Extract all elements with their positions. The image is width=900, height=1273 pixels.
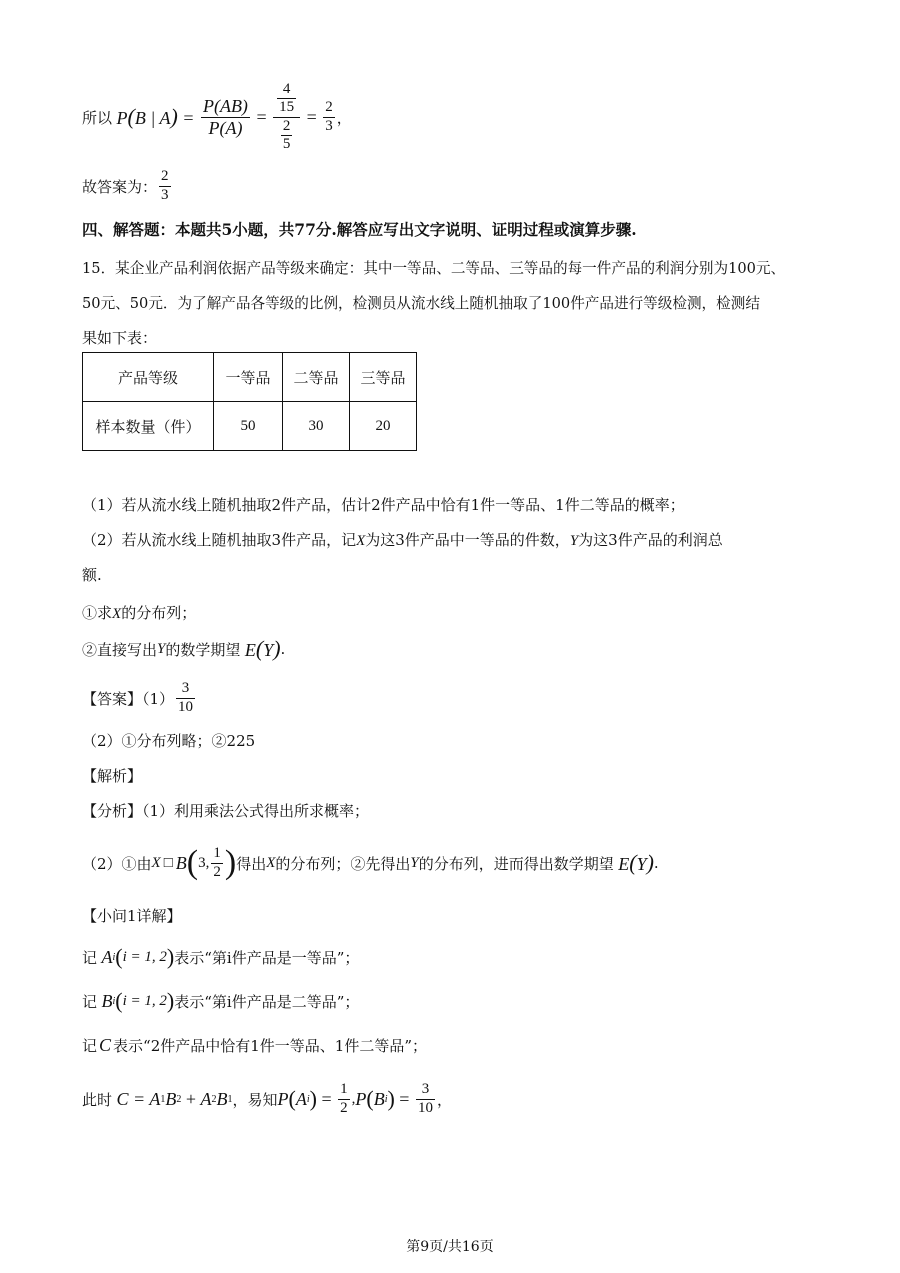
prefix-text: 所以: [82, 108, 113, 127]
q15-line1: 15．某企业产品利润依据产品等级来确定：其中一等品、二等品、三等品的每一件产品的利润分别为100元、: [82, 260, 786, 277]
grade-table: [82, 352, 417, 451]
table-header-cell: 二等品: [283, 353, 350, 402]
def-c: 记 C 表示“2件产品中恰有1件一等品、1件二等品”；: [82, 1035, 428, 1055]
part-2-cont: 额.: [82, 566, 102, 584]
q15-line3: 果如下表：: [82, 329, 158, 347]
event-c-expression: 此时 C = A 1 B 2 + A 2 B 1 ，易知 P ( A i ) = $\frac{1}{2}$ , P ( B i ) = $\frac{3}{10}$ ，: [82, 1081, 452, 1116]
analysis-label: 【解析】: [82, 767, 143, 785]
table-header-cell: 产品等级: [83, 353, 214, 402]
conditional-probability-line: 所以 P(B | A) = $\frac{P(AB)}{P(A)}$ = $\frac{\frac{4}{15}}{\frac{2}{5}}$ = $\frac{2}{3}$ ，: [82, 81, 352, 152]
fraction-pab-over-pa: $\frac{P(AB)}{P(A)}$: [202, 95, 248, 138]
subpart-1: ①求X的分布列；: [82, 604, 197, 622]
table-header-cell: 三等品: [350, 353, 417, 402]
table-header-row: [83, 353, 417, 402]
page-footer: 第9页/共16页: [406, 1239, 494, 1255]
table-cell: 样本数量（件）: [83, 402, 214, 451]
answer-14: [82, 166, 173, 206]
expectation-ey: E(Y): [240, 636, 281, 661]
part-2: （2）若从流水线上随机抽取3件产品，记X为这3件产品中一等品的件数，Y为这3件产品的利润总: [82, 531, 723, 549]
answer-line: 【答案】（1） $\frac{3}{10}$: [82, 680, 194, 715]
def-bi: 记 B i ( i = 1, 2 ) 表示“第i件产品是二等品”；: [82, 988, 360, 1013]
answer-label: 故答案为：: [82, 177, 158, 196]
analysis-part2: （2）①由 X □ B ( 3, $\frac{1}{2}$ ) 得出 X 的分布列；②先得出 Y 的分布列，进而得出数学期望 E(Y) .: [82, 844, 659, 881]
answer-fraction: $\frac{3}{10}$: [178, 680, 194, 715]
complex-fraction: $\frac{\frac{4}{15}}{\frac{2}{5}}$: [273, 81, 300, 153]
part-1: （1）若从流水线上随机抽取2件产品，估计2件产品中恰有1件一等品、1件二等品的概率；: [82, 496, 685, 514]
answer-fraction: $\frac{2}{3}$: [161, 168, 169, 203]
answer-part2: （2）①分布列略；②225: [82, 732, 256, 750]
table-cell: 20: [350, 402, 417, 451]
result-fraction: $\frac{2}{3}$: [325, 99, 333, 134]
subquestion-1-label: 【小问1详解】: [82, 907, 182, 925]
table-cell: 50: [214, 402, 283, 451]
subpart-2: ②直接写出 Y 的数学期望 E(Y) .: [82, 636, 286, 661]
def-ai: 记 A i ( i = 1, 2 ) 表示“第i件产品是一等品”；: [82, 944, 360, 969]
p-b-given-a: P(B | A) =: [112, 104, 199, 129]
q15-line2: 50元、50元．为了解产品各等级的比例，检测员从流水线上随机抽取了100件产品进行等级检测，检测结: [82, 295, 760, 312]
table-header-cell: 一等品: [214, 353, 283, 402]
table-cell: 30: [283, 402, 350, 451]
analysis-summary: 【分析】（1）利用乘法公式得出所求概率；: [82, 802, 370, 820]
section-heading: 四、解答题：本题共5小题，共77分.解答应写出文字说明、证明过程或演算步骤.: [82, 220, 637, 239]
table-row: [83, 402, 417, 451]
